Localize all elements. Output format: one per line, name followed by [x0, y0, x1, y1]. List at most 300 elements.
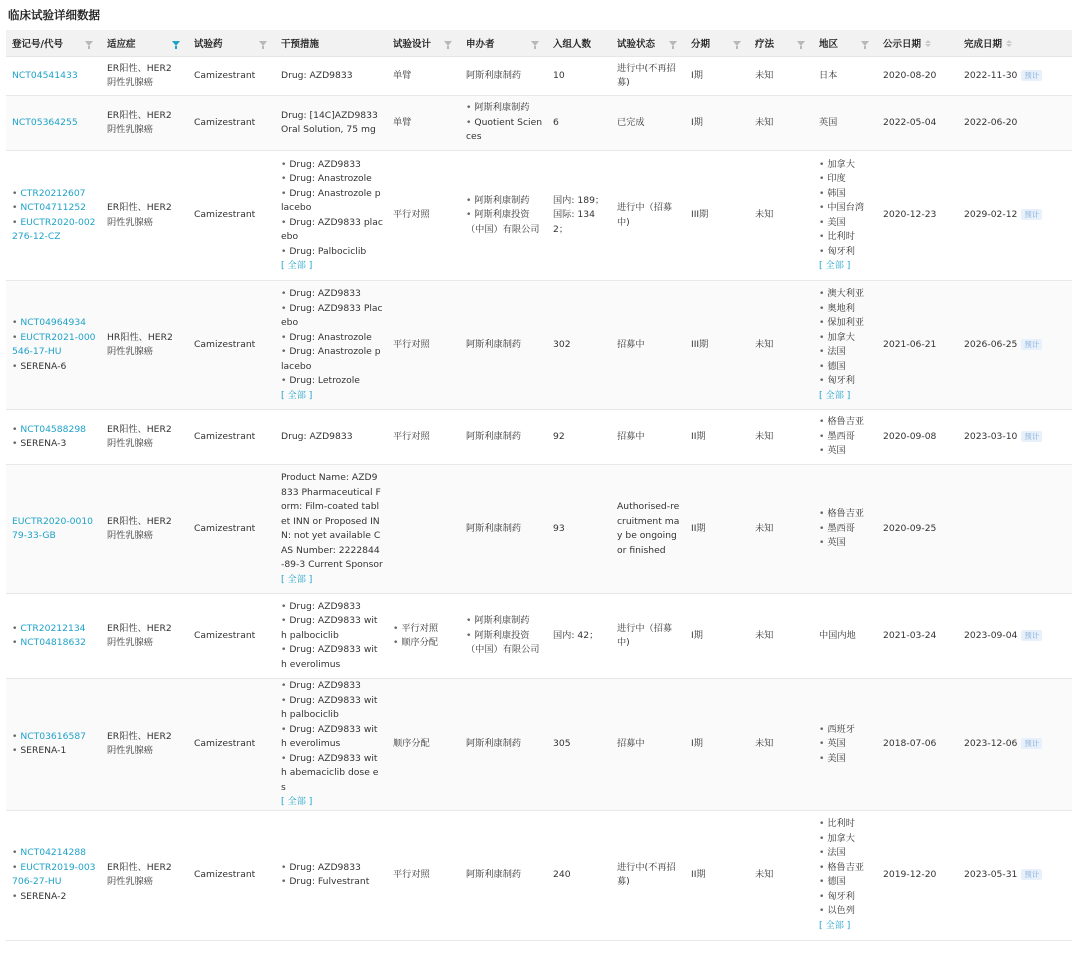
sponsor-cell-item: • 阿斯利康投资（中国）有限公司	[466, 629, 543, 658]
registration-id-cell-item[interactable]: NCT05364255	[12, 116, 78, 128]
completion-date-cell	[958, 594, 1072, 679]
region-cell-item: • 法国	[819, 846, 873, 861]
region-cell-item: • 格鲁吉亚	[819, 507, 873, 522]
region-cell-item: • 法国	[819, 345, 873, 360]
sponsor-cell	[460, 810, 547, 940]
registration-id-cell	[6, 410, 101, 465]
design-cell	[387, 810, 460, 940]
region-cell-item: • 澳大利亚	[819, 287, 873, 302]
region-cell-item: • 以色列	[819, 904, 873, 919]
status-cell: 招募中	[611, 281, 685, 410]
column-header-label: 地区	[819, 39, 839, 50]
publish-date-cell: 2020-12-23	[877, 151, 958, 281]
table-row	[6, 465, 1072, 594]
region-cell	[813, 281, 877, 410]
design-cell-item: 平行对照	[393, 868, 430, 880]
therapy-cell: 未知	[749, 410, 813, 465]
sponsor-cell-item: • 阿斯利康制药	[466, 101, 543, 116]
expected-badge: 预计	[1021, 70, 1042, 81]
design-cell-item: • 平行对照	[393, 622, 456, 637]
column-header[interactable]	[460, 30, 547, 57]
completion-date-cell	[958, 57, 1072, 96]
indication-cell-item: ER阳性、HER2	[107, 730, 172, 742]
intervention-cell-item: • Drug: AZD9833	[281, 287, 383, 302]
column-header-content	[819, 36, 877, 50]
completion-date: 2023-09-04	[964, 629, 1018, 641]
registration-id-cell-item[interactable]: • CTR20212607	[12, 187, 97, 202]
completion-date: 2022-11-30	[964, 69, 1018, 81]
therapy-cell: 未知	[749, 96, 813, 151]
registration-id-cell	[6, 151, 101, 281]
completion-date-cell	[958, 96, 1072, 151]
phase-cell: II期	[685, 465, 749, 594]
completion-date-cell	[958, 151, 1072, 281]
registration-id-cell	[6, 594, 101, 679]
sponsor-cell	[460, 96, 547, 151]
completion-date: 2022-06-20	[964, 116, 1018, 128]
completion-date-cell	[958, 465, 1072, 594]
sponsor-cell-item: 阿斯利康制药	[466, 522, 522, 534]
phase-cell: I期	[685, 57, 749, 96]
intervention-cell	[275, 96, 387, 151]
design-cell-item: 平行对照	[393, 430, 430, 442]
enrollment-cell: 6	[547, 96, 611, 151]
design-cell	[387, 410, 460, 465]
therapy-cell: 未知	[749, 151, 813, 281]
design-cell	[387, 57, 460, 96]
intervention-cell-item: • Drug: Anastrozole placebo	[281, 345, 383, 374]
enrollment-cell: 305	[547, 679, 611, 811]
column-header-content	[393, 36, 460, 50]
column-header-content	[691, 36, 749, 50]
status-cell: Authorised-recruitment may be ongoing or finished	[611, 465, 685, 594]
show-all-link[interactable]: [ 全部 ]	[281, 573, 313, 585]
publish-date-cell: 2020-09-25	[877, 465, 958, 594]
publish-date-cell: 2021-03-24	[877, 594, 958, 679]
region-cell-item: 中国内地	[819, 629, 856, 641]
column-header-label: 申办者	[466, 39, 495, 50]
publish-date-cell: 2018-07-06	[877, 679, 958, 811]
sponsor-cell-item: 阿斯利康制药	[466, 738, 522, 749]
intervention-cell-item: • Drug: Anastrozole	[281, 331, 383, 346]
intervention-cell-item: • Drug: AZD9833	[281, 861, 383, 876]
column-header-label: 适应症	[107, 39, 136, 50]
sponsor-cell-item: • 阿斯利康制药	[466, 194, 543, 209]
indication-cell	[101, 410, 188, 465]
registration-id-cell	[6, 810, 101, 940]
design-cell	[387, 281, 460, 410]
design-cell-item: 单臂	[393, 116, 412, 128]
indication-cell-item: 阴性乳腺癌	[107, 876, 153, 887]
indication-cell-item: 阴性乳腺癌	[107, 77, 153, 88]
registration-id-cell-item[interactable]: • NCT04214288	[12, 846, 97, 861]
region-cell-item: • 奥地利	[819, 302, 873, 317]
registration-id-cell-item[interactable]: EUCTR2020-001079-33-GB	[12, 515, 94, 541]
column-header[interactable]	[813, 30, 877, 57]
registration-id-cell-item[interactable]: • EUCTR2021-000546-17-HU	[12, 331, 97, 360]
intervention-cell-item: Drug: AZD9833	[281, 430, 353, 442]
column-header-label: 公示日期	[883, 39, 922, 50]
sponsor-cell	[460, 679, 547, 811]
intervention-cell	[275, 465, 387, 594]
enrollment-cell: 国内: 42；	[547, 594, 611, 679]
intervention-cell-item: • Drug: AZD9833 placebo	[281, 216, 383, 245]
indication-cell	[101, 679, 188, 811]
drug-cell: Camizestrant	[188, 281, 275, 410]
column-header-label: 试验药	[194, 39, 223, 50]
therapy-cell: 未知	[749, 57, 813, 96]
status-cell: 进行中(不再招募)	[611, 810, 685, 940]
column-header[interactable]	[6, 30, 101, 57]
show-all-link[interactable]: [ 全部 ]	[281, 796, 313, 807]
intervention-cell-item: • Drug: Anastrozole placebo	[281, 187, 383, 216]
filter-icon[interactable]	[85, 41, 93, 46]
indication-cell-item: ER阳性、HER2	[107, 622, 172, 634]
indication-cell-item: ER阳性、HER2	[107, 515, 172, 527]
registration-id-cell	[6, 679, 101, 811]
registration-id-cell-item[interactable]: • NCT04818632	[12, 636, 97, 651]
therapy-cell: 未知	[749, 281, 813, 410]
region-cell-item: • 德国	[819, 875, 873, 890]
drug-cell: Camizestrant	[188, 151, 275, 281]
intervention-cell-item: • Drug: Letrozole	[281, 374, 383, 389]
column-header[interactable]	[275, 30, 387, 57]
sort-icon[interactable]	[925, 40, 931, 47]
intervention-cell-item: • Drug: AZD9833 Placebo	[281, 302, 383, 331]
expected-badge: 预计	[1021, 431, 1042, 442]
region-cell-item: • 英国	[819, 444, 873, 459]
intervention-cell-item: Drug: AZD9833	[281, 69, 353, 81]
design-cell-item: • 顺序分配	[393, 636, 456, 651]
design-cell	[387, 594, 460, 679]
column-header[interactable]	[547, 30, 611, 57]
intervention-cell	[275, 57, 387, 96]
region-cell	[813, 57, 877, 96]
sponsor-cell-item: 阿斯利康制药	[466, 338, 522, 350]
column-header[interactable]	[101, 30, 188, 57]
column-header-label: 完成日期	[964, 39, 1003, 50]
publish-date-cell: 2022-05-04	[877, 96, 958, 151]
enrollment-cell: 92	[547, 410, 611, 465]
table-row	[6, 679, 1072, 811]
registration-id-cell-item: • SERENA-1	[12, 744, 97, 759]
show-all-link[interactable]: [ 全部 ]	[281, 260, 313, 271]
region-cell	[813, 410, 877, 465]
registration-id-cell-item[interactable]: • EUCTR2020-002276-12-CZ	[12, 216, 97, 245]
region-cell-item: • 德国	[819, 360, 873, 375]
indication-cell-item: 阴性乳腺癌	[107, 124, 153, 135]
phase-cell: I期	[685, 594, 749, 679]
expected-badge: 预计	[1021, 869, 1042, 880]
region-cell	[813, 594, 877, 679]
intervention-cell-item: • Drug: AZD9833 with palbociclib	[281, 614, 383, 643]
filter-icon[interactable]	[733, 41, 741, 46]
indication-cell-item: 阴性乳腺癌	[107, 745, 153, 757]
design-cell	[387, 679, 460, 811]
completion-date-cell	[958, 281, 1072, 410]
intervention-cell-item: • Drug: AZD9833	[281, 600, 383, 615]
completion-date-cell	[958, 410, 1072, 465]
region-cell-item: 英国	[819, 116, 838, 128]
column-header-label: 入组人数	[553, 39, 592, 50]
filter-icon[interactable]	[531, 41, 539, 46]
sponsor-cell-item: 阿斯利康制药	[466, 430, 522, 442]
registration-id-cell-item[interactable]: • NCT04964934	[12, 316, 97, 331]
intervention-cell-item: • Drug: AZD9833 with everolimus	[281, 723, 383, 752]
region-cell-item: • 英国	[819, 737, 873, 752]
show-all-link[interactable]: [ 全部 ]	[281, 389, 313, 401]
sponsor-cell-item: • 阿斯利康投资（中国）有限公司	[466, 208, 543, 237]
publish-date-cell: 2020-08-20	[877, 57, 958, 96]
expected-badge: 预计	[1021, 738, 1042, 749]
indication-cell-item: ER阳性、HER2	[107, 861, 172, 873]
column-header[interactable]	[611, 30, 685, 57]
status-cell: 进行中（招募中)	[611, 151, 685, 281]
column-header-label: 试验状态	[617, 39, 656, 50]
table-row	[6, 810, 1072, 940]
region-cell-item: 日本	[819, 69, 838, 81]
drug-cell: Camizestrant	[188, 465, 275, 594]
completion-date: 2023-12-06	[964, 738, 1018, 749]
registration-id-cell-item[interactable]: NCT04541433	[12, 69, 78, 81]
show-all-link[interactable]: [ 全部 ]	[819, 919, 851, 931]
column-header-label: 干预措施	[281, 39, 320, 50]
expected-badge: 预计	[1021, 339, 1042, 350]
table-row	[6, 57, 1072, 96]
column-header-content	[194, 36, 275, 50]
status-cell: 进行中（招募中)	[611, 594, 685, 679]
column-header[interactable]	[685, 30, 749, 57]
enrollment-cell: 302	[547, 281, 611, 410]
region-cell-item: • 加拿大	[819, 331, 873, 346]
table-row	[6, 96, 1072, 151]
show-all-link[interactable]: [ 全部 ]	[819, 260, 851, 271]
design-cell-item: 平行对照	[393, 209, 430, 221]
region-cell-item: • 加拿大	[819, 832, 873, 847]
intervention-cell-item: • Drug: AZD9833	[281, 679, 383, 694]
completion-date: 2023-03-10	[964, 430, 1018, 442]
registration-id-cell-item[interactable]: • CTR20212134	[12, 622, 97, 637]
sponsor-cell-item: • Quotient Sciences	[466, 116, 543, 145]
registration-id-cell-item: • SERENA-3	[12, 437, 97, 452]
filter-icon[interactable]	[797, 41, 805, 46]
column-header[interactable]	[387, 30, 460, 57]
enrollment-cell: 93	[547, 465, 611, 594]
column-header-content	[12, 36, 101, 50]
registration-id-cell	[6, 465, 101, 594]
region-cell-item: • 中国台湾	[819, 201, 873, 216]
expected-badge: 预计	[1021, 209, 1042, 220]
region-cell-item: • 匈牙利	[819, 374, 873, 389]
column-header-label: 试验设计	[393, 39, 432, 50]
region-cell	[813, 465, 877, 594]
intervention-cell-item: • Drug: AZD9833	[281, 158, 383, 173]
design-cell-item: 顺序分配	[393, 738, 430, 749]
completion-date: 2023-05-31	[964, 868, 1018, 880]
region-cell	[813, 810, 877, 940]
region-cell-item: • 墨西哥	[819, 430, 873, 445]
phase-cell: I期	[685, 96, 749, 151]
filter-icon[interactable]	[669, 41, 677, 46]
column-header-content	[617, 36, 685, 50]
column-header-content	[466, 36, 547, 50]
intervention-cell-item: • Drug: AZD9833 with abemaciclib dose es	[281, 752, 383, 796]
phase-cell: I期	[685, 679, 749, 811]
drug-cell: Camizestrant	[188, 679, 275, 811]
therapy-cell: 未知	[749, 810, 813, 940]
design-cell	[387, 151, 460, 281]
region-cell-item: • 比利时	[819, 817, 873, 832]
therapy-cell: 未知	[749, 465, 813, 594]
page-title: 临床试验详细数据	[8, 8, 100, 22]
show-all-link[interactable]: [ 全部 ]	[819, 389, 851, 401]
region-cell-item: • 西班牙	[819, 723, 873, 738]
intervention-cell-item: • Drug: Palbociclib	[281, 245, 383, 260]
intervention-cell	[275, 281, 387, 410]
table-header-row	[6, 30, 1072, 57]
drug-cell: Camizestrant	[188, 810, 275, 940]
sponsor-cell	[460, 57, 547, 96]
intervention-cell-item: • Drug: Anastrozole	[281, 172, 383, 187]
region-cell-item: • 墨西哥	[819, 522, 873, 537]
sponsor-cell	[460, 410, 547, 465]
drug-cell: Camizestrant	[188, 594, 275, 679]
design-cell	[387, 465, 460, 594]
region-cell-item: • 匈牙利	[819, 890, 873, 905]
therapy-cell: 未知	[749, 594, 813, 679]
region-cell-item: • 韩国	[819, 187, 873, 202]
region-cell-item: • 比利时	[819, 230, 873, 245]
status-cell: 已完成	[611, 96, 685, 151]
indication-cell-item: ER阳性、HER2	[107, 62, 172, 74]
column-header[interactable]	[749, 30, 813, 57]
intervention-cell-item: Drug: [14C]AZD9833 Oral Solution, 75 mg	[281, 109, 378, 135]
publish-date-cell: 2021-06-21	[877, 281, 958, 410]
column-header[interactable]	[958, 30, 1072, 57]
sponsor-cell	[460, 465, 547, 594]
column-header-label: 疗法	[755, 39, 775, 50]
column-header[interactable]	[188, 30, 275, 57]
table-row	[6, 410, 1072, 465]
indication-cell	[101, 281, 188, 410]
indication-cell	[101, 810, 188, 940]
phase-cell: III期	[685, 281, 749, 410]
intervention-cell	[275, 410, 387, 465]
indication-cell-item: 阴性乳腺癌	[107, 346, 153, 357]
registration-id-cell-item[interactable]: • EUCTR2019-003706-27-HU	[12, 861, 97, 890]
design-cell-item: 平行对照	[393, 338, 430, 350]
indication-cell-item: HR阳性、HER2	[107, 331, 173, 343]
indication-cell	[101, 96, 188, 151]
indication-cell	[101, 594, 188, 679]
column-header[interactable]	[877, 30, 958, 57]
intervention-cell	[275, 594, 387, 679]
publish-date-cell: 2019-12-20	[877, 810, 958, 940]
region-cell-item: • 格鲁吉亚	[819, 861, 873, 876]
status-cell: 进行中(不再招募)	[611, 57, 685, 96]
column-header-label: 分期	[691, 39, 711, 50]
indication-cell-item: ER阳性、HER2	[107, 423, 172, 435]
design-cell-item: 单臂	[393, 69, 412, 81]
sort-asc-icon[interactable]	[1006, 40, 1012, 43]
drug-cell: Camizestrant	[188, 410, 275, 465]
region-cell-item: • 美国	[819, 752, 873, 767]
region-cell	[813, 151, 877, 281]
intervention-cell	[275, 679, 387, 811]
region-cell-item: • 英国	[819, 536, 873, 551]
intervention-cell-item: Product Name: AZD9833 Pharmaceutical Form: Film-coated tablet INN or Proposed INN: not yet available CAS Number: 2222844-89-3 Current Sponsor	[281, 472, 383, 570]
registration-id-cell-item: • SERENA-2	[12, 890, 97, 905]
completion-date-cell	[958, 810, 1072, 940]
phase-cell: II期	[685, 810, 749, 940]
sort-asc-icon[interactable]	[925, 40, 931, 43]
region-cell	[813, 679, 877, 811]
sponsor-cell-item: • 阿斯利康制药	[466, 614, 543, 629]
intervention-cell-item: • Drug: AZD9833 with palbociclib	[281, 694, 383, 723]
filter-icon[interactable]	[444, 41, 452, 46]
completion-date-cell	[958, 679, 1072, 811]
indication-cell-item: ER阳性、HER2	[107, 109, 172, 121]
enrollment-cell: 国内: 189； 国际: 1342；	[547, 151, 611, 281]
region-cell-item: • 格鲁吉亚	[819, 415, 873, 430]
table-row	[6, 281, 1072, 410]
phase-cell: II期	[685, 410, 749, 465]
region-cell-item: • 加拿大	[819, 158, 873, 173]
table-row	[6, 594, 1072, 679]
sort-icon[interactable]	[1006, 40, 1012, 47]
sort-desc-icon[interactable]	[925, 44, 931, 47]
completion-date: 2029-02-12	[964, 209, 1018, 221]
filter-icon[interactable]	[172, 41, 180, 46]
column-header-content	[964, 36, 1072, 50]
intervention-cell-item: • Drug: Fulvestrant	[281, 875, 383, 890]
column-header-content	[107, 36, 188, 50]
phase-cell: III期	[685, 151, 749, 281]
indication-cell-item: 阴性乳腺癌	[107, 216, 153, 228]
registration-id-cell	[6, 96, 101, 151]
drug-cell: Camizestrant	[188, 57, 275, 96]
intervention-cell-item: • Drug: AZD9833 with everolimus	[281, 643, 383, 672]
column-header-label: 登记号/代号	[12, 39, 63, 50]
publish-date-cell: 2020-09-08	[877, 410, 958, 465]
indication-cell-item: ER阳性、HER2	[107, 202, 172, 213]
sponsor-cell	[460, 151, 547, 281]
indication-cell	[101, 465, 188, 594]
status-cell: 招募中	[611, 679, 685, 811]
sort-desc-icon[interactable]	[1006, 44, 1012, 47]
registration-id-cell-item[interactable]: • NCT04711252	[12, 201, 97, 216]
intervention-cell	[275, 151, 387, 281]
region-cell-item: • 匈牙利	[819, 245, 873, 260]
column-header-content	[883, 36, 958, 50]
registration-id-cell-item[interactable]: • NCT04588298	[12, 423, 97, 438]
filter-icon[interactable]	[861, 41, 869, 46]
therapy-cell: 未知	[749, 679, 813, 811]
registration-id-cell-item[interactable]: • NCT03616587	[12, 730, 97, 745]
drug-cell: Camizestrant	[188, 96, 275, 151]
sponsor-cell-item: 阿斯利康制药	[466, 868, 522, 880]
indication-cell	[101, 151, 188, 281]
registration-id-cell-item: • SERENA-6	[12, 360, 97, 375]
registration-id-cell	[6, 57, 101, 96]
design-cell	[387, 96, 460, 151]
expected-badge: 预计	[1021, 630, 1042, 641]
table-row	[6, 151, 1072, 281]
region-cell	[813, 96, 877, 151]
filter-icon[interactable]	[259, 41, 267, 46]
status-cell: 招募中	[611, 410, 685, 465]
sponsor-cell-item: 阿斯利康制药	[466, 69, 522, 81]
